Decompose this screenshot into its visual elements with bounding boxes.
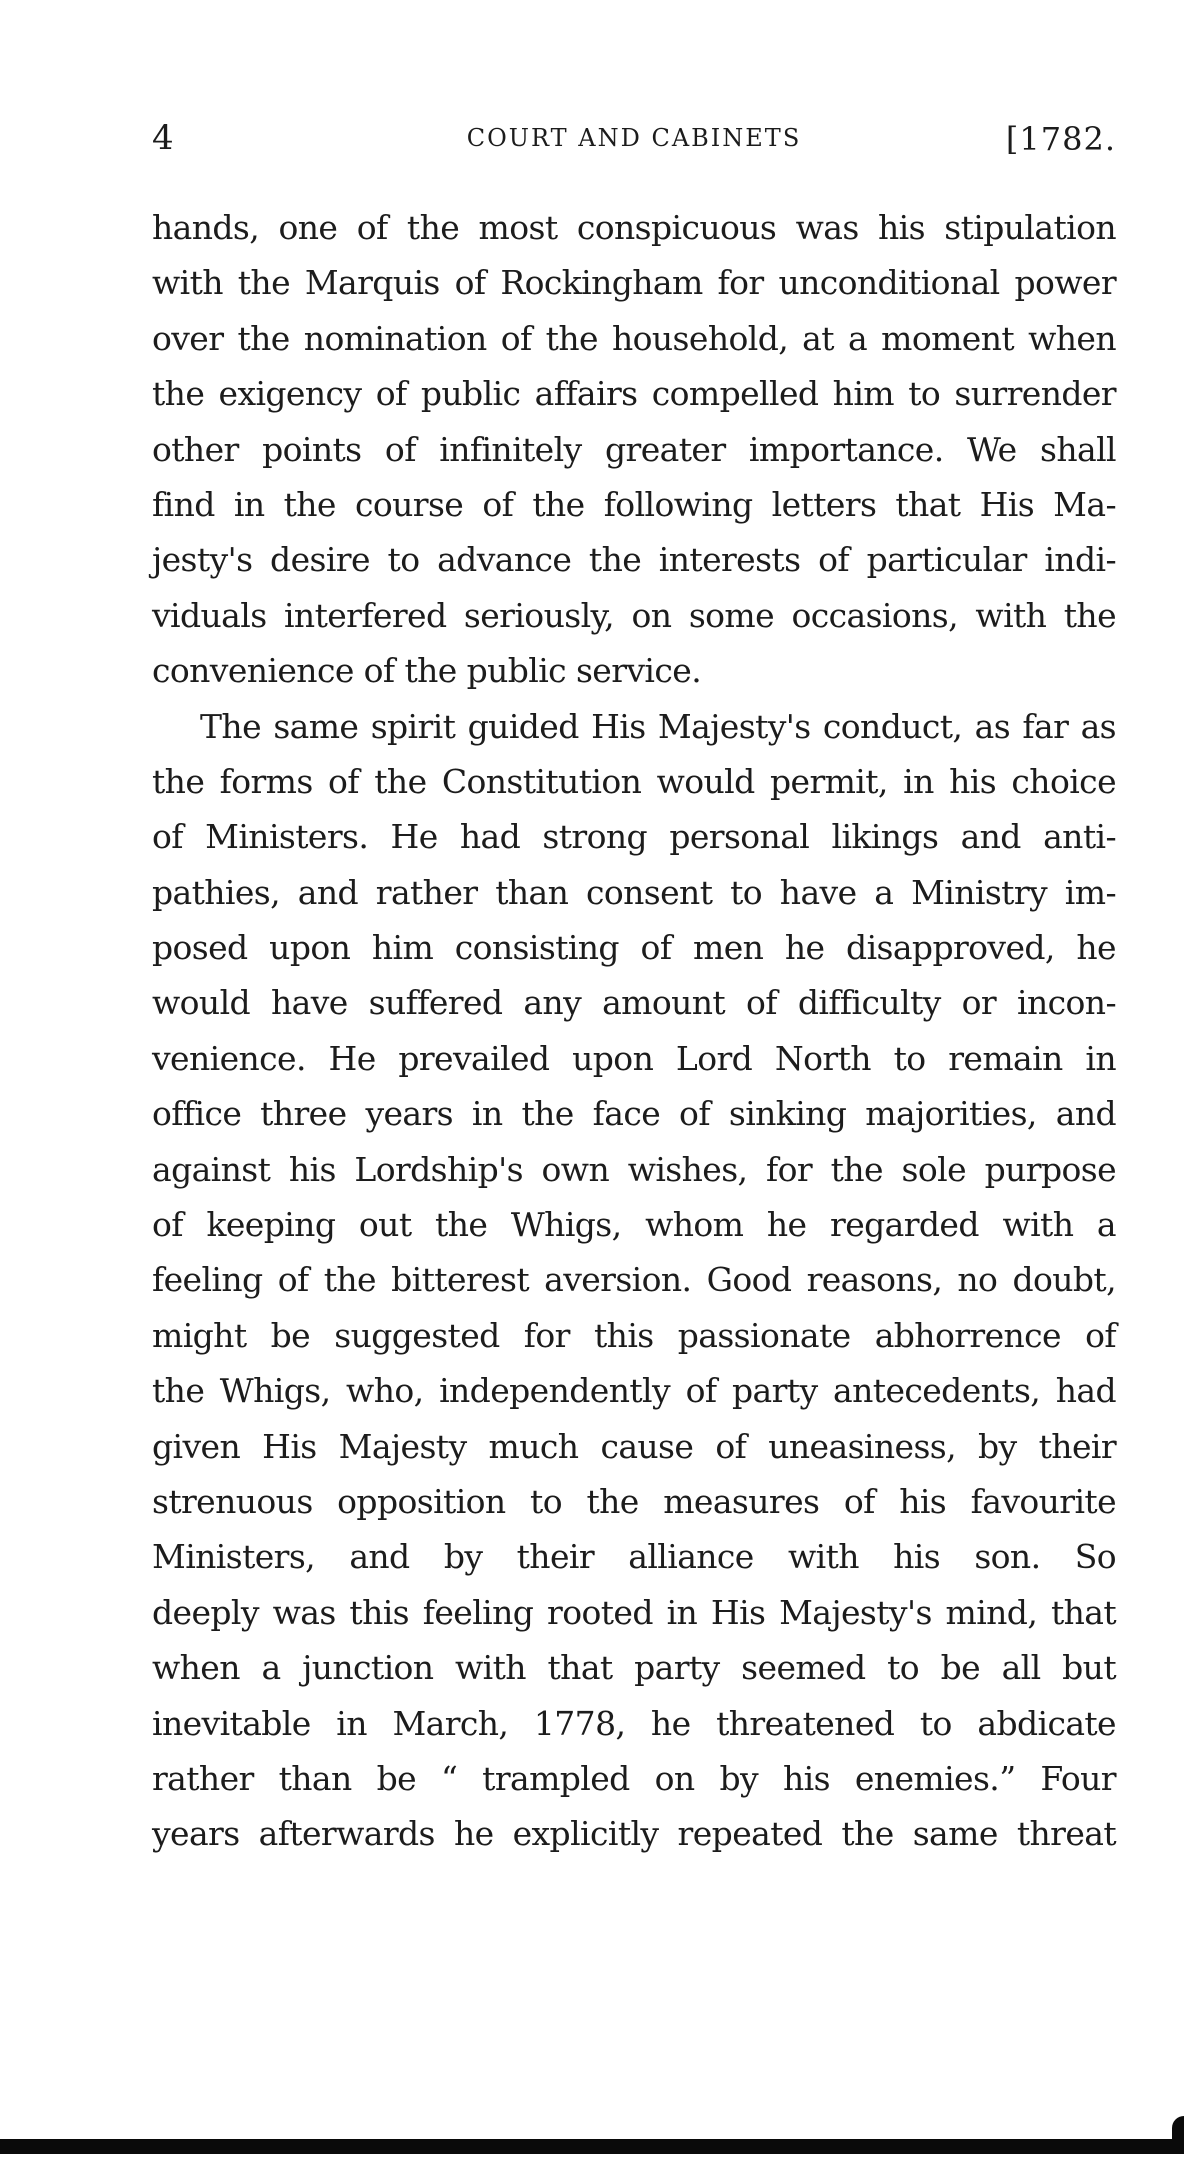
text-line: posed upon him consisting of men he disapproved, he [152, 928, 1116, 968]
text-line: given His Majesty much cause of uneasiness, by their [152, 1426, 1116, 1466]
text-line: find in the course of the following letters that His Ma- [152, 484, 1116, 524]
text-line: convenience of the public service. [152, 651, 702, 691]
paragraph-2 [152, 699, 1116, 1862]
text-line: of Ministers. He had strong personal likings and anti- [152, 817, 1116, 857]
text-line: when a junction with that party seemed to be all but [152, 1648, 1116, 1688]
paragraph-1 [152, 200, 1116, 699]
text-line: other points of infinitely greater importance. We shall [152, 429, 1116, 469]
text-line: the exigency of public affairs compelled him to surrender [152, 374, 1116, 414]
text-line: hands, one of the most conspicuous was his stipulation [152, 208, 1116, 247]
text-line: office three years in the face of sinking majorities, and [152, 1094, 1116, 1134]
bottom-rule [0, 2139, 1184, 2154]
text-line: over the nomination of the household, at a moment when [152, 318, 1116, 358]
text-line: against his Lordship's own wishes, for the sole purpose [152, 1149, 1116, 1189]
text-line: the Whigs, who, independently of party antecedents, had [152, 1371, 1116, 1411]
text-line: Ministers, and by their alliance with his son. So [152, 1537, 1116, 1577]
text-line: jesty's desire to advance the interests of particular indi- [152, 540, 1116, 580]
text-line: might be suggested for this passionate abhorrence of [152, 1315, 1116, 1355]
text-line: with the Marquis of Rockingham for unconditional power [152, 263, 1116, 303]
text-line: deeply was this feeling rooted in His Majesty's mind, that [152, 1592, 1116, 1632]
text-line: feeling of the bitterest aversion. Good reasons, no doubt, [152, 1260, 1116, 1300]
page-number: 4 [152, 118, 174, 158]
text-line: The same spirit guided His Majesty's conduct, as far as [200, 706, 1116, 746]
text-line: years afterwards he explicitly repeated the same threat [152, 1814, 1116, 1854]
text-line: rather than be “ trampled on by his enemies.” Four [152, 1758, 1116, 1798]
rule-end-flourish [1172, 2116, 1184, 2154]
text-line: pathies, and rather than consent to have a Ministry im- [152, 872, 1116, 912]
text-line: venience. He prevailed upon Lord North to remain in [152, 1038, 1116, 1078]
running-head [152, 118, 1116, 166]
text-line: the forms of the Constitution would permit, in his choice [152, 761, 1116, 801]
text-line: of keeping out the Whigs, whom he regarded with a [152, 1205, 1116, 1245]
text-line: would have suffered any amount of difficulty or incon- [152, 983, 1116, 1023]
running-year: [1782. [1005, 120, 1116, 158]
body-text [152, 200, 1116, 1862]
text-line: inevitable in March, 1778, he threatened to abdicate [152, 1703, 1116, 1743]
text-line: strenuous opposition to the measures of his favourite [152, 1481, 1116, 1521]
running-title: COURT AND CABINETS [466, 124, 802, 152]
text-line: viduals interfered seriously, on some occasions, with the [152, 595, 1116, 635]
